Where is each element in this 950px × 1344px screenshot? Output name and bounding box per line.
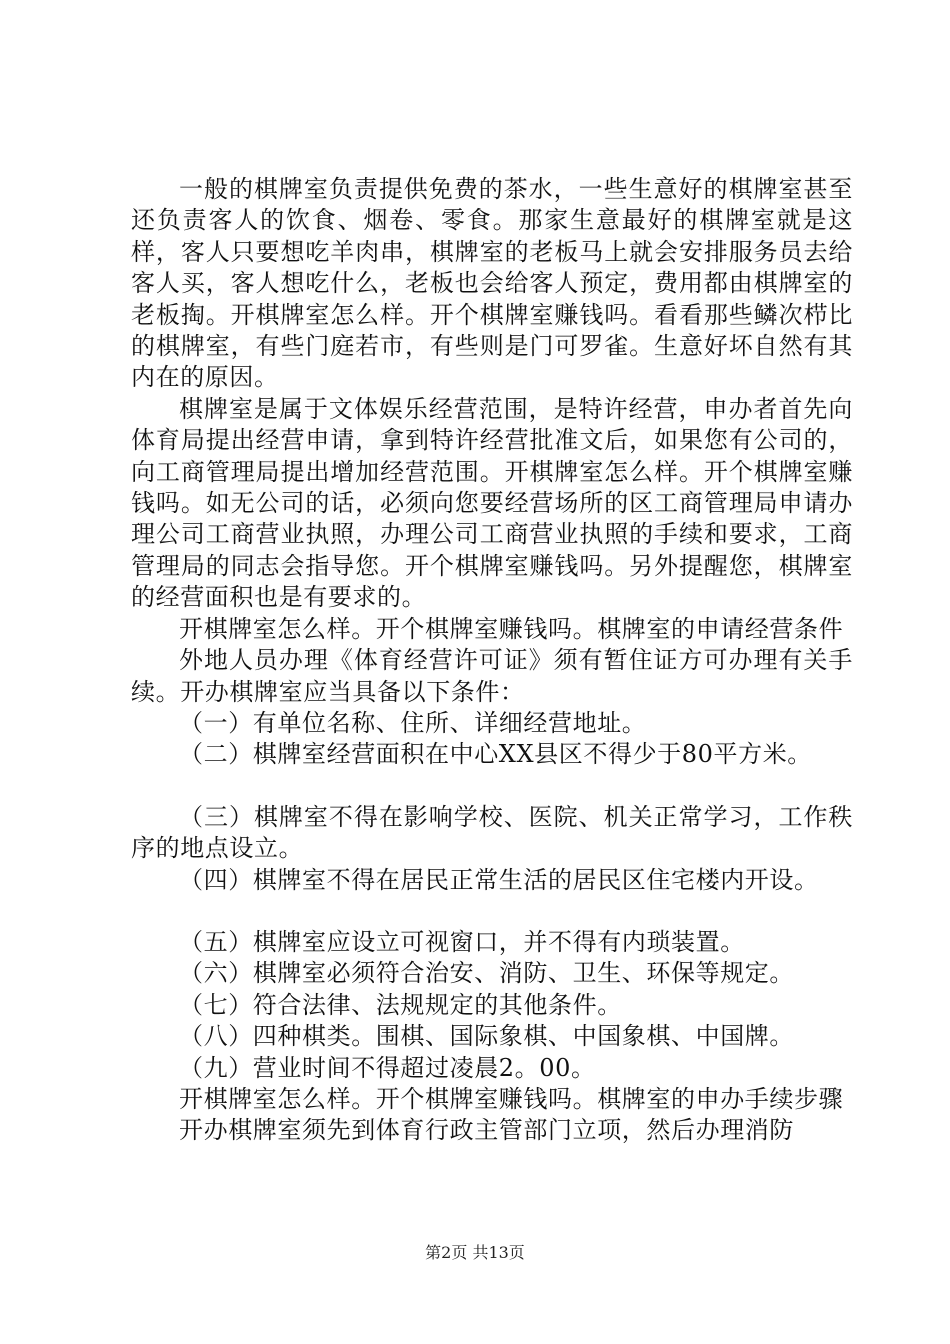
condition-item-2: （二）棋牌室经营面积在中心XX县区不得少于80平方米。 bbox=[179, 740, 812, 769]
page-footer: 第2页 共13页 bbox=[425, 1243, 525, 1262]
condition-item-9: （九）营业时间不得超过凌晨2。00。 bbox=[179, 1053, 596, 1082]
condition-item-8: （八）四种棋类。围棋、国际象棋、中国象棋、中国牌。 bbox=[179, 1022, 794, 1051]
paragraph-3: 外地人员办理《体育经营许可证》须有暂住证方可办理有关手续。开办棋牌室应当具备以下条件： bbox=[131, 646, 853, 706]
condition-item-6: （六）棋牌室必须符合治安、消防、卫生、环保等规定。 bbox=[179, 959, 794, 988]
condition-item-5: （五）棋牌室应设立可视窗口，并不得有内琐装置。 bbox=[179, 927, 745, 956]
condition-item-3: （三）棋牌室不得在影响学校、医院、机关正常学习，工作秩序的地点设立。 bbox=[131, 802, 853, 863]
paragraph-4: 开办棋牌室须先到体育行政主管部门立项，然后办理消防 bbox=[179, 1116, 794, 1145]
section-heading-conditions: 开棋牌室怎么样。开个棋牌室赚钱吗。棋牌室的申请经营条件 bbox=[179, 614, 844, 643]
condition-item-4: （四）棋牌室不得在居民正常生活的居民区住宅楼内开设。 bbox=[179, 865, 819, 894]
paragraph-2: 棋牌室是属于文体娱乐经营范围，是特许经营，申办者首先向体育局提出经营申请，拿到特许经营批准文后，如果您有公司的，向工商管理局提出增加经营范围。开棋牌室怎么样。开个棋牌室赚钱吗。如无公司的话，必须向您要经营场所的区工商管理局申请办理公司工商营业执照，办理公司工商营业执照的手续和要求，工商管理局的同志会指导您。开个棋牌室赚钱吗。另外提醒您，棋牌室的经营面积也是有要求的。 bbox=[131, 394, 853, 612]
condition-item-1: （一）有单位名称、住所、详细经营地址。 bbox=[179, 708, 647, 737]
section-heading-procedures: 开棋牌室怎么样。开个棋牌室赚钱吗。棋牌室的申办手续步骤 bbox=[179, 1084, 844, 1113]
condition-item-7: （七）符合法律、法规规定的其他条件。 bbox=[179, 990, 622, 1019]
paragraph-1: 一般的棋牌室负责提供免费的茶水，一些生意好的棋牌室甚至还负责客人的饮食、烟卷、零食。那家生意最好的棋牌室就是这样，客人只要想吃羊肉串，棋牌室的老板马上就会安排服务员去给客人买，客人想吃什么，老板也会给客人预定，费用都由棋牌室的老板掏。开棋牌室怎么样。开个棋牌室赚钱吗。看看那些鳞次栉比的棋牌室，有些门庭若市，有些则是门可罗雀。生意好坏自然有其内在的原因。 bbox=[131, 175, 853, 392]
body-text bbox=[131, 174, 853, 1147]
